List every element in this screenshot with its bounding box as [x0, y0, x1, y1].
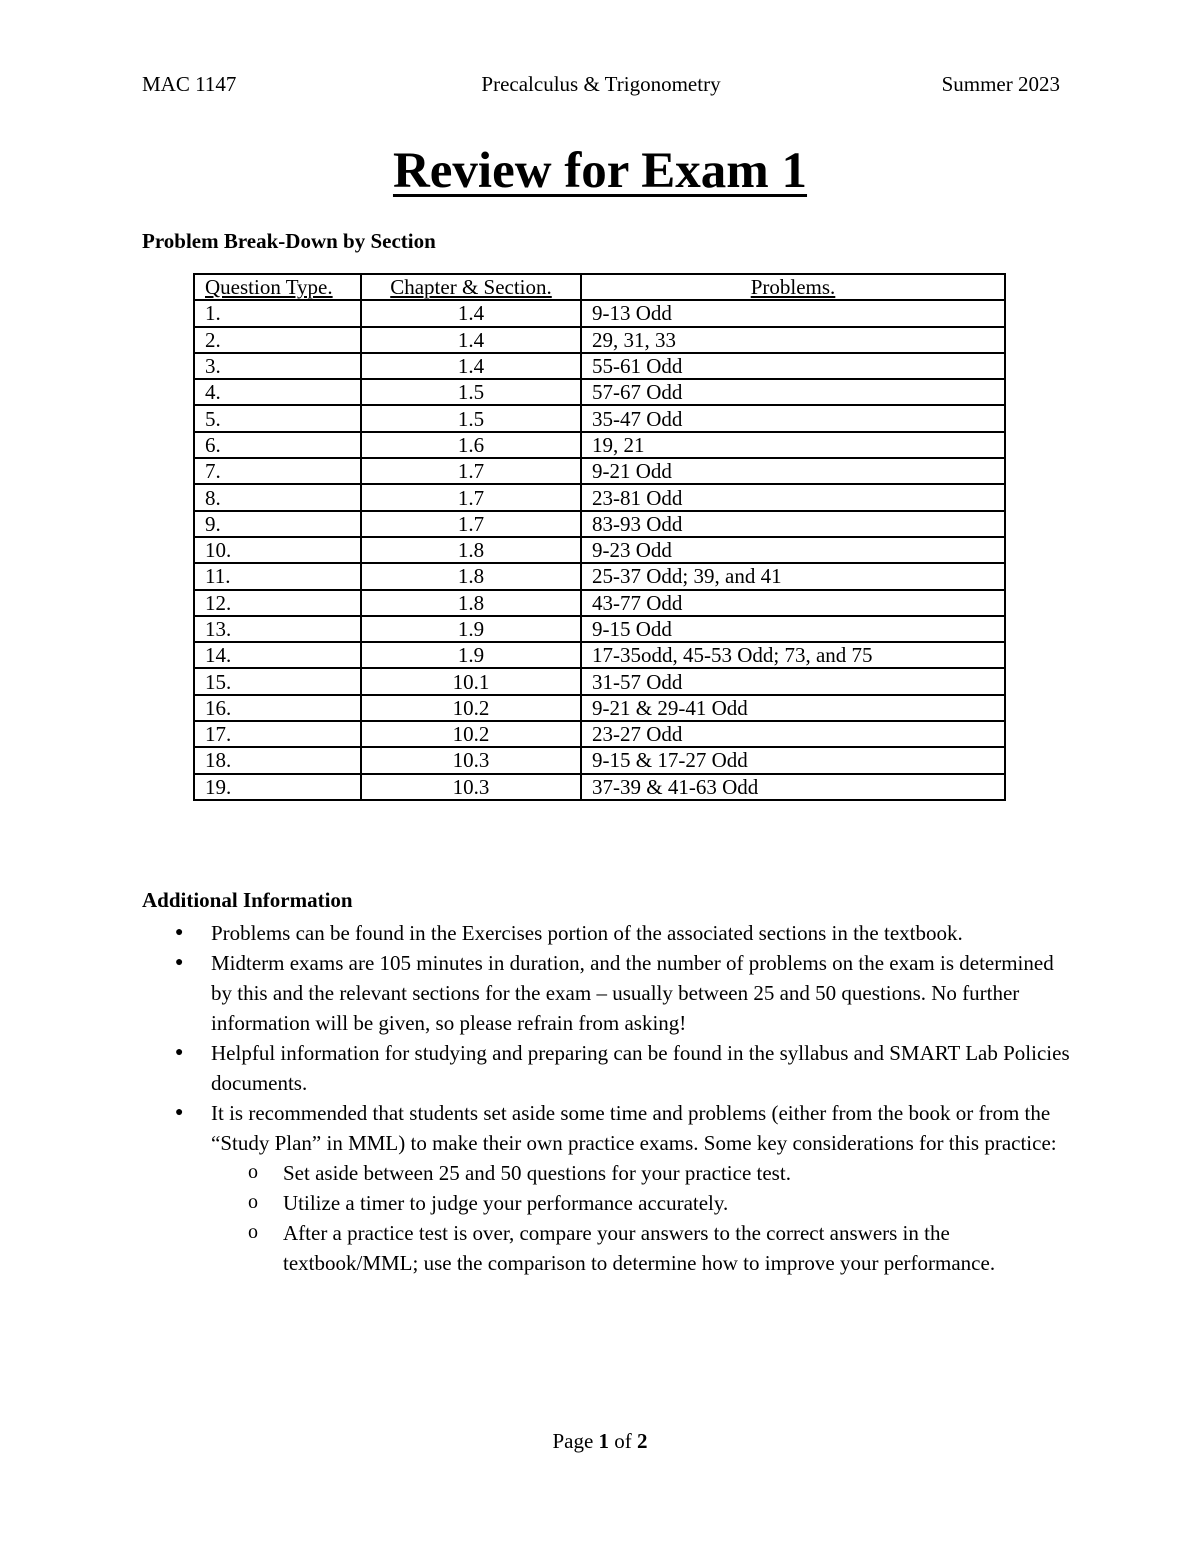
table-row	[194, 511, 1005, 537]
table-row	[194, 695, 1005, 721]
page-header	[142, 72, 1060, 102]
circle-bullet-icon: o	[248, 1161, 258, 1183]
bullet-icon: ●	[175, 925, 184, 940]
table-row	[194, 379, 1005, 405]
column-header-problems: Problems.	[581, 274, 1005, 300]
problems-cell: 23-81 Odd	[581, 484, 1005, 510]
section-cell: 10.2	[361, 695, 581, 721]
question-type-cell: 7.	[194, 458, 361, 484]
problems-cell: 9-21 & 29-41 Odd	[581, 695, 1005, 721]
sub-list-item	[211, 1158, 1072, 1188]
problems-cell: 9-15 Odd	[581, 616, 1005, 642]
question-type-cell: 2.	[194, 327, 361, 353]
table-row	[194, 590, 1005, 616]
question-type-cell: 10.	[194, 537, 361, 563]
problems-cell: 23-27 Odd	[581, 721, 1005, 747]
question-type-cell: 12.	[194, 590, 361, 616]
list-item	[142, 1038, 1072, 1098]
question-type-cell: 9.	[194, 511, 361, 537]
question-type-cell: 15.	[194, 668, 361, 694]
section-cell: 1.9	[361, 642, 581, 668]
page-number: 1	[598, 1429, 610, 1453]
breakdown-heading: Problem Break-Down by Section	[142, 229, 436, 253]
problems-cell: 31-57 Odd	[581, 668, 1005, 694]
question-type-cell: 14.	[194, 642, 361, 668]
list-item-text: Problems can be found in the Exercises portion of the associated sections in the textbook.	[211, 921, 963, 945]
problems-cell: 9-21 Odd	[581, 458, 1005, 484]
table-row	[194, 300, 1005, 326]
list-item	[142, 948, 1072, 1038]
question-type-cell: 17.	[194, 721, 361, 747]
section-cell: 1.4	[361, 353, 581, 379]
sub-list-item	[211, 1188, 1072, 1218]
question-type-cell: 19.	[194, 774, 361, 800]
table-row	[194, 353, 1005, 379]
course-term: Summer 2023	[941, 72, 1060, 96]
problems-cell: 25-37 Odd; 39, and 41	[581, 563, 1005, 589]
bullet-icon: ●	[175, 955, 184, 970]
section-cell: 1.4	[361, 327, 581, 353]
problems-cell: 9-15 & 17-27 Odd	[581, 747, 1005, 773]
section-cell: 1.9	[361, 616, 581, 642]
section-cell: 1.6	[361, 432, 581, 458]
problems-cell: 57-67 Odd	[581, 379, 1005, 405]
section-cell: 1.4	[361, 300, 581, 326]
table-row	[194, 747, 1005, 773]
table-row	[194, 537, 1005, 563]
problems-cell: 17-35odd, 45-53 Odd; 73, and 75	[581, 642, 1005, 668]
problems-cell: 9-23 Odd	[581, 537, 1005, 563]
problems-cell: 35-47 Odd	[581, 405, 1005, 431]
problems-cell: 43-77 Odd	[581, 590, 1005, 616]
section-cell: 1.7	[361, 484, 581, 510]
list-item	[142, 1098, 1072, 1278]
question-type-cell: 11.	[194, 563, 361, 589]
question-type-cell: 1.	[194, 300, 361, 326]
practice-considerations-list	[211, 1158, 1072, 1278]
question-type-cell: 8.	[194, 484, 361, 510]
list-item-text: Helpful information for studying and preparing can be found in the syllabus and SMART Lab Policies documents.	[211, 1041, 1070, 1095]
table-row	[194, 642, 1005, 668]
circle-bullet-icon: o	[248, 1191, 258, 1213]
question-type-cell: 16.	[194, 695, 361, 721]
breakdown-table	[193, 273, 1006, 801]
problems-cell: 55-61 Odd	[581, 353, 1005, 379]
bullet-icon: ●	[175, 1045, 184, 1060]
question-type-cell: 5.	[194, 405, 361, 431]
section-cell: 1.7	[361, 511, 581, 537]
table-header-row	[194, 274, 1005, 300]
page-footer	[0, 1429, 1200, 1454]
section-cell: 10.3	[361, 747, 581, 773]
question-type-cell: 6.	[194, 432, 361, 458]
section-cell: 1.8	[361, 537, 581, 563]
course-code: MAC 1147	[142, 72, 237, 96]
question-type-cell: 4.	[194, 379, 361, 405]
table-row	[194, 774, 1005, 800]
column-header-chapter-section: Chapter & Section.	[361, 274, 581, 300]
sub-list-item-text: Utilize a timer to judge your performance accurately.	[283, 1191, 729, 1215]
bullet-icon: ●	[175, 1105, 184, 1120]
section-cell: 10.1	[361, 668, 581, 694]
page-title: Review for Exam 1	[392, 143, 808, 199]
table-row	[194, 405, 1005, 431]
sub-list-item	[211, 1218, 1072, 1278]
page-word: Page	[552, 1429, 594, 1453]
problems-cell: 37-39 & 41-63 Odd	[581, 774, 1005, 800]
section-cell: 10.2	[361, 721, 581, 747]
problems-cell: 9-13 Odd	[581, 300, 1005, 326]
problems-cell: 19, 21	[581, 432, 1005, 458]
table-row	[194, 458, 1005, 484]
section-cell: 1.8	[361, 590, 581, 616]
section-cell: 1.5	[361, 405, 581, 431]
page-total: 2	[637, 1429, 648, 1453]
table-row	[194, 327, 1005, 353]
section-cell: 10.3	[361, 774, 581, 800]
list-item-text: It is recommended that students set aside some time and problems (either from the book or from the “Study Plan” in MML) to make their own practice exams. Some key considerations for this practice:	[211, 1101, 1057, 1155]
course-subject: Precalculus & Trigonometry	[481, 72, 721, 96]
table-row	[194, 484, 1005, 510]
table-row	[194, 432, 1005, 458]
section-cell: 1.7	[361, 458, 581, 484]
section-cell: 1.8	[361, 563, 581, 589]
question-type-cell: 18.	[194, 747, 361, 773]
section-cell: 1.5	[361, 379, 581, 405]
additional-info-list	[142, 918, 1072, 1278]
table-row	[194, 563, 1005, 589]
table-row	[194, 616, 1005, 642]
question-type-cell: 13.	[194, 616, 361, 642]
sub-list-item-text: Set aside between 25 and 50 questions for your practice test.	[283, 1161, 791, 1185]
question-type-cell: 3.	[194, 353, 361, 379]
list-item-text: Midterm exams are 105 minutes in duration, and the number of problems on the exam is determined by this and the relevant sections for the exam – usually between 25 and 50 questions. No further information will be given, so please refrain from asking!	[211, 951, 1054, 1035]
additional-info-heading: Additional Information	[142, 888, 353, 912]
problems-cell: 83-93 Odd	[581, 511, 1005, 537]
problems-cell: 29, 31, 33	[581, 327, 1005, 353]
circle-bullet-icon: o	[248, 1221, 258, 1243]
column-header-question-type: Question Type.	[194, 274, 361, 300]
table-row	[194, 721, 1005, 747]
list-item	[142, 918, 1072, 948]
of-word: of	[614, 1429, 632, 1453]
table-row	[194, 668, 1005, 694]
sub-list-item-text: After a practice test is over, compare your answers to the correct answers in the textbook/MML; use the comparison to determine how to improve your performance.	[283, 1221, 996, 1275]
